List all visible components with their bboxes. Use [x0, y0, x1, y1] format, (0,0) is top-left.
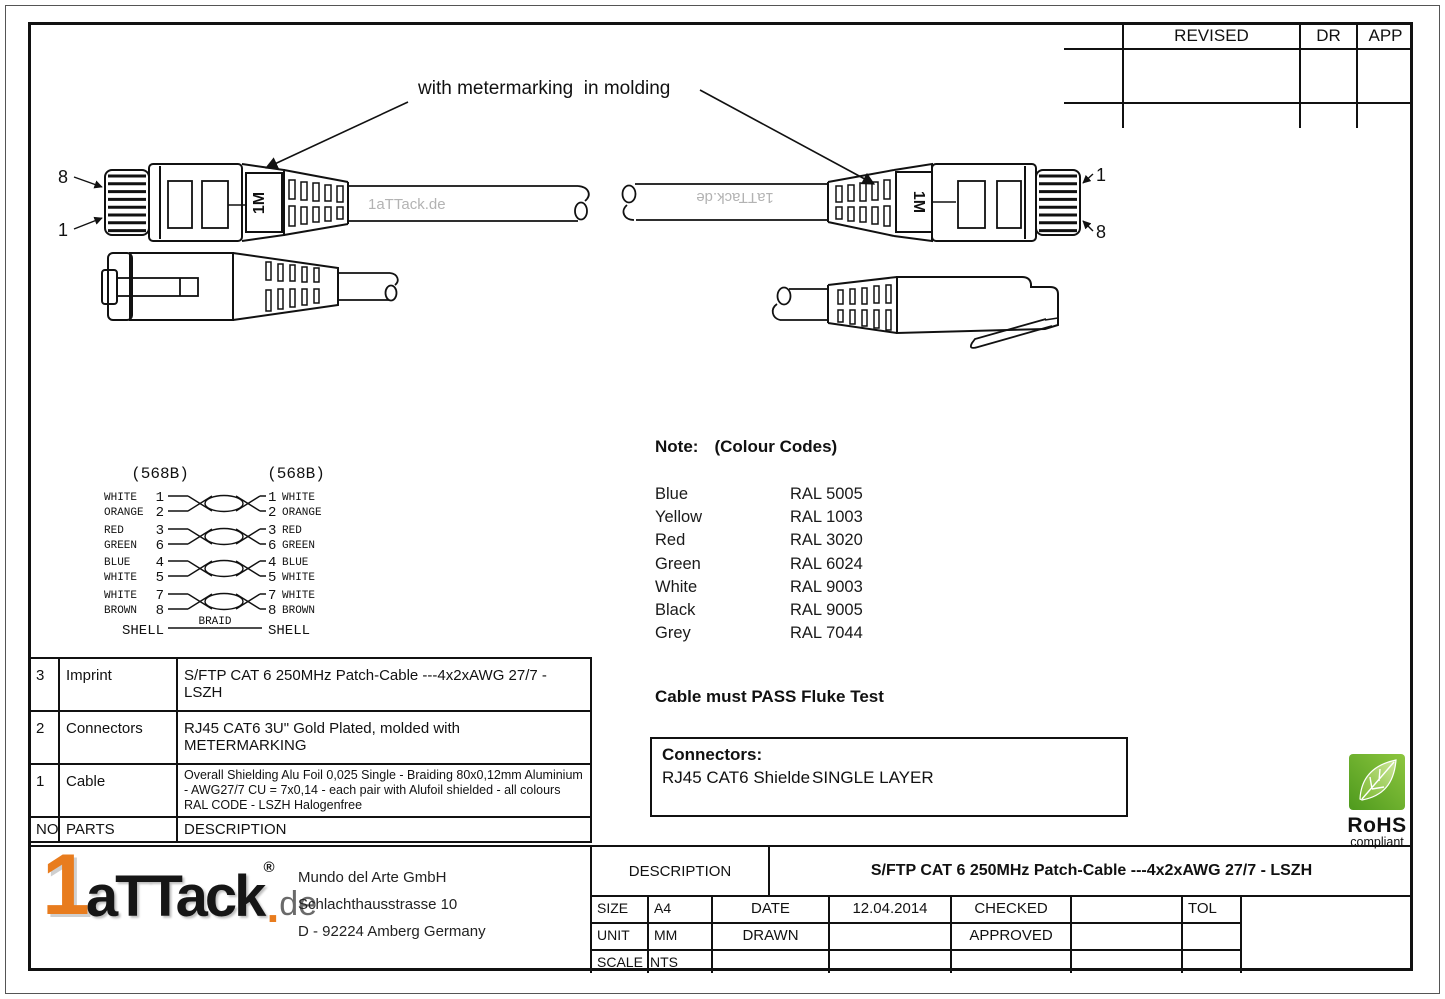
- svg-text:3: 3: [268, 523, 277, 539]
- colour-name: White: [655, 577, 698, 596]
- note-colour-codes: [655, 437, 863, 647]
- svg-text:BLUE: BLUE: [104, 557, 131, 569]
- company-logo: [42, 837, 318, 933]
- svg-text:ORANGE: ORANGE: [282, 507, 322, 519]
- description-value: S/FTP CAT 6 250MHz Patch-Cable ---4x2xAWG 27/7 - LSZH: [770, 847, 1413, 897]
- svg-text:8: 8: [155, 603, 164, 619]
- part-description: RJ45 CAT6 3U" Gold Plated, molded with METERMARKING: [178, 712, 590, 765]
- left-connector-side: [102, 253, 398, 320]
- approved-value: [1072, 924, 1183, 951]
- connectors-box-title: Connectors:: [662, 745, 763, 764]
- svg-text:RED: RED: [282, 525, 302, 537]
- revised-header: REVISED: [1174, 26, 1249, 45]
- part-no: 1: [30, 765, 60, 818]
- note-title: (Colour Codes): [714, 437, 838, 456]
- company-address: [298, 869, 486, 950]
- svg-text:ORANGE: ORANGE: [104, 507, 144, 519]
- company-street: Schlachthausstrasse 10: [298, 896, 458, 913]
- scale-cell-empty: [713, 951, 830, 973]
- svg-text:6: 6: [155, 538, 164, 554]
- right-connector-front: [828, 164, 1080, 241]
- metermarking-annotation: with metermarking in molding: [418, 78, 671, 99]
- wiring-left-pins: [156, 490, 164, 619]
- svg-text:WHITE: WHITE: [282, 572, 316, 584]
- left-pin8-label: 8: [58, 167, 69, 187]
- ral-code: RAL 9003: [790, 577, 863, 596]
- left-pin1-label: 1: [58, 220, 69, 240]
- logo-registered-icon: ®: [263, 859, 275, 876]
- braid-label: BRAID: [198, 616, 232, 628]
- wiring-right-pins: [268, 490, 276, 619]
- logo-de: de: [279, 885, 318, 923]
- left-connector-pins: [108, 176, 146, 231]
- cable-watermark-right: 1aTTack.de: [696, 189, 774, 206]
- parts-header-parts: PARTS: [60, 818, 178, 841]
- svg-text:WHITE: WHITE: [104, 492, 138, 504]
- cable-watermark-left: 1aTTack.de: [368, 196, 446, 213]
- part-description: S/FTP CAT 6 250MHz Patch-Cable ---4x2xAWG 27/7 - LSZH: [178, 659, 590, 712]
- svg-text:GREEN: GREEN: [104, 540, 138, 552]
- svg-text:4: 4: [268, 555, 277, 571]
- shell-right: SHELL: [268, 623, 311, 639]
- wiring-left-header: (568B): [131, 465, 189, 483]
- svg-text:WHITE: WHITE: [282, 492, 316, 504]
- right-pin1-label: 1: [1096, 165, 1107, 185]
- unit-value: MM: [649, 924, 713, 951]
- colour-list: [655, 485, 863, 647]
- svg-text:1: 1: [268, 490, 277, 506]
- left-strain-relief: [289, 180, 343, 226]
- drawn-label: DRAWN: [713, 924, 830, 951]
- unit-label: UNIT: [592, 924, 649, 951]
- part-name: Imprint: [60, 659, 178, 712]
- svg-text:BLUE: BLUE: [282, 557, 309, 569]
- drawn-value: [830, 924, 952, 951]
- tol-label: TOL: [1183, 897, 1242, 924]
- scale-cell-empty: [1183, 951, 1242, 973]
- svg-text:BROWN: BROWN: [282, 605, 316, 617]
- app-header: APP: [1368, 26, 1403, 45]
- svg-text:3: 3: [155, 523, 164, 539]
- rohs-leaf-icon: [1348, 753, 1406, 811]
- scale-value: NTS: [649, 951, 713, 973]
- logo-one: 1: [42, 837, 90, 933]
- wiring-left-colors: [104, 492, 144, 617]
- svg-text:7: 7: [155, 588, 164, 604]
- tol-value-cell: [1242, 897, 1413, 973]
- logo-dot: .: [266, 880, 280, 932]
- part-no: 3: [30, 659, 60, 712]
- right-side-strain-relief: [838, 285, 891, 330]
- colour-name: Blue: [655, 485, 689, 503]
- right-strain-relief: [836, 180, 890, 226]
- colour-name: Green: [655, 554, 701, 573]
- scale-cell-empty: [952, 951, 1072, 973]
- connectors-box: [650, 737, 1128, 817]
- svg-text:6: 6: [268, 538, 277, 554]
- svg-text:2: 2: [268, 505, 277, 521]
- right-connector-side: [773, 277, 1058, 348]
- checked-value: [1072, 897, 1183, 924]
- wiring-diagram: [104, 465, 325, 639]
- scale-cell-empty: [1072, 951, 1183, 973]
- left-side-strain-relief: [266, 262, 319, 311]
- svg-text:WHITE: WHITE: [104, 572, 138, 584]
- svg-text:1: 1: [155, 490, 164, 506]
- approved-label: APPROVED: [952, 924, 1072, 951]
- company-city: D - 92224 Amberg Germany: [298, 923, 486, 940]
- colour-name: Yellow: [655, 508, 703, 527]
- date-value: 12.04.2014: [830, 897, 952, 924]
- date-label: DATE: [713, 897, 830, 924]
- ral-code: RAL 5005: [790, 485, 863, 503]
- size-label: SIZE: [592, 897, 649, 924]
- ral-code: RAL 6024: [790, 554, 863, 573]
- part-name: Cable: [60, 765, 178, 818]
- dr-header: DR: [1316, 26, 1341, 45]
- meter-mark-left: 1M: [251, 191, 268, 215]
- tol-cell-2: [1183, 924, 1242, 951]
- fluke-test-note: Cable must PASS Fluke Test: [655, 687, 884, 706]
- company-cell: [28, 837, 592, 973]
- ral-code: RAL 7044: [790, 624, 863, 643]
- wiring-right-header: (568B): [267, 465, 325, 483]
- checked-label: CHECKED: [952, 897, 1072, 924]
- description-label: DESCRIPTION: [592, 847, 770, 897]
- colour-name: Black: [655, 600, 696, 619]
- rohs-name: RoHS: [1347, 814, 1407, 837]
- part-no: 2: [30, 712, 60, 765]
- connectors-box-text: RJ45 CAT6 Shielde: [662, 768, 811, 787]
- wiring-right-colors: [282, 492, 322, 617]
- svg-text:WHITE: WHITE: [104, 590, 138, 602]
- svg-text:2: 2: [155, 505, 164, 521]
- twisted-pairs: [168, 496, 266, 629]
- right-pin8-label: 8: [1096, 222, 1107, 242]
- annotation-arrows: [266, 90, 874, 184]
- svg-text:RED: RED: [104, 525, 124, 537]
- svg-text:5: 5: [268, 570, 277, 586]
- shell-left: SHELL: [121, 623, 164, 639]
- scale-cell-empty: [830, 951, 952, 973]
- svg-text:GREEN: GREEN: [282, 540, 316, 552]
- svg-text:5: 5: [155, 570, 164, 586]
- meter-mark-right: 1M: [910, 190, 927, 214]
- part-description: Overall Shielding Alu Foil 0,025 Single - Braiding 80x0,12mm Aluminium - AWG27/7 CU = 7x0,14 - each pair with Alufoil shielded - all colours RAL CODE - LSZH Halogenfree: [178, 765, 590, 818]
- rohs-sub: compliant: [1350, 835, 1404, 849]
- ral-code: RAL 1003: [790, 508, 863, 527]
- ral-code: RAL 3020: [790, 531, 863, 550]
- size-value: A4: [649, 897, 713, 924]
- svg-text:8: 8: [268, 603, 277, 619]
- logo-attack: aTTack: [85, 864, 264, 929]
- svg-text:7: 7: [268, 588, 277, 604]
- company-name: Mundo del Arte GmbH: [298, 869, 447, 886]
- svg-text:4: 4: [155, 555, 164, 571]
- colour-name: Red: [655, 531, 686, 550]
- part-name: Connectors: [60, 712, 178, 765]
- rohs-logo: [1339, 753, 1415, 849]
- ral-code: RAL 9005: [790, 600, 863, 619]
- colour-name: Grey: [655, 624, 691, 643]
- right-connector-pins: [1039, 176, 1077, 231]
- svg-text:BROWN: BROWN: [104, 605, 138, 617]
- svg-text:WHITE: WHITE: [282, 590, 316, 602]
- note-label: Note:: [655, 437, 699, 456]
- parts-table: [28, 657, 592, 843]
- parts-header-description: DESCRIPTION: [184, 821, 287, 838]
- scale-label: SCALE: [592, 951, 649, 973]
- connectors-box-text2: SINGLE LAYER: [812, 768, 934, 787]
- parts-header-no: NO: [30, 818, 60, 841]
